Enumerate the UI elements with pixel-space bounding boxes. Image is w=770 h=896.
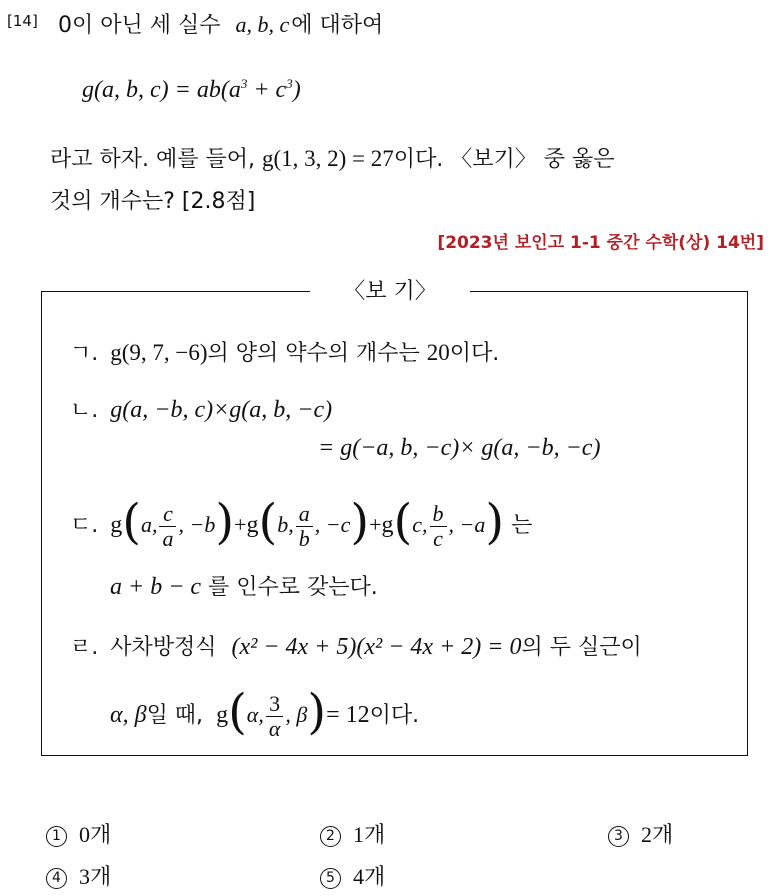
option-3[interactable] bbox=[608, 818, 673, 849]
option-1[interactable] bbox=[46, 818, 111, 849]
frac2-numerator: a bbox=[296, 502, 313, 527]
frac-numerator: 3 bbox=[266, 692, 284, 717]
item-1-math: g(9, 7, −6) bbox=[110, 340, 208, 365]
frac-denominator: α bbox=[268, 715, 281, 741]
item-3-args2-a: b, bbox=[277, 512, 294, 537]
circled-number: 5 bbox=[320, 868, 341, 889]
stem-line3-text-a: 라고 하자. 예를 들어, bbox=[50, 147, 255, 172]
formula-right: ) bbox=[292, 77, 301, 103]
bogi-item-4-line1 bbox=[70, 630, 642, 661]
frac1-denominator: a bbox=[162, 525, 174, 551]
left-paren: ( bbox=[122, 494, 141, 550]
fraction-c-over-a bbox=[159, 502, 176, 551]
frac2-denominator: b bbox=[298, 525, 310, 551]
item-3-args1-b: , −b bbox=[178, 512, 216, 537]
option-text: 3개 bbox=[79, 864, 112, 889]
bogi-item-4-line2 bbox=[110, 682, 419, 744]
item-1-end: 이다. bbox=[449, 341, 500, 366]
fraction-b-over-c bbox=[430, 502, 447, 551]
item-4-result: = 12 bbox=[326, 702, 370, 728]
fraction-3-over-alpha bbox=[266, 692, 284, 741]
item-4-arg-a: α, bbox=[246, 702, 264, 727]
right-paren: ) bbox=[485, 494, 505, 550]
frac3-denominator: c bbox=[433, 525, 443, 551]
item-1-value: 20 bbox=[426, 340, 450, 365]
option-4[interactable] bbox=[46, 860, 111, 891]
formula-left: g(a, b, c) = ab(a bbox=[82, 77, 241, 103]
circled-number: 2 bbox=[320, 826, 341, 847]
item-3-g1: g bbox=[110, 512, 123, 538]
item-3-args2-b: , −c bbox=[314, 512, 351, 537]
circled-number: 1 bbox=[46, 826, 67, 847]
bogi-item-3-line2 bbox=[110, 570, 378, 601]
roots-alpha-beta: α, β bbox=[110, 702, 147, 728]
question-stem-line4: 것의 개수는? [2.8점] bbox=[50, 189, 256, 214]
option-5[interactable] bbox=[320, 860, 385, 891]
item-4-g: g bbox=[216, 702, 229, 728]
item-4-arg-b: , β bbox=[285, 702, 308, 727]
plus-sign: + bbox=[234, 512, 247, 537]
item-4-text-c: 일 때, bbox=[146, 703, 204, 728]
option-text: 0개 bbox=[79, 822, 112, 847]
formula-exponent-2: 3 bbox=[286, 76, 293, 91]
item-3-tail: 는 bbox=[511, 513, 533, 538]
item-2-label: ㄴ. bbox=[70, 398, 99, 423]
question-stem-line3 bbox=[50, 142, 615, 173]
option-text: 2개 bbox=[641, 822, 674, 847]
formula-exponent-1: 3 bbox=[240, 76, 248, 91]
item-2-expression-1: g(a, −b, c)×g(a, b, −c) bbox=[110, 397, 333, 423]
option-2[interactable] bbox=[320, 818, 385, 849]
fraction-a-over-b bbox=[296, 502, 313, 551]
frac1-numerator: c bbox=[159, 502, 176, 527]
stem-variables: a, b, c bbox=[235, 12, 290, 37]
item-3-args3-a: c, bbox=[412, 512, 428, 537]
item-3-g3: g bbox=[381, 512, 394, 538]
stem-line3-text-b: 이다. 〈보기〉 중 옳은 bbox=[393, 147, 615, 172]
option-text: 1개 bbox=[353, 822, 386, 847]
item-4-text-b: 의 두 실근이 bbox=[521, 635, 642, 660]
left-paren: ( bbox=[258, 494, 278, 550]
right-paren: ) bbox=[215, 494, 235, 550]
item-3-text: 를 인수로 갖는다. bbox=[208, 575, 378, 600]
item-1-label: ㄱ. bbox=[70, 341, 99, 366]
bogi-item-2-line2: = g(−a, b, −c)× g(a, −b, −c) bbox=[318, 435, 601, 461]
option-text: 4개 bbox=[353, 864, 386, 889]
item-4-end: 이다. bbox=[369, 703, 420, 728]
item-1-text: 의 양의 약수의 개수는 bbox=[207, 341, 420, 366]
question-stem-line1 bbox=[58, 8, 383, 39]
bogi-item-2-line1 bbox=[70, 393, 332, 424]
item-3-args3-b: , −a bbox=[448, 512, 486, 537]
bogi-item-3-line1 bbox=[70, 492, 532, 554]
stem-text-b: 에 대하여 bbox=[291, 13, 384, 38]
right-paren: ) bbox=[307, 684, 327, 740]
example-expression: g(1, 3, 2) = 27 bbox=[261, 146, 394, 171]
item-4-label: ㄹ. bbox=[70, 635, 99, 660]
frac3-numerator: b bbox=[430, 502, 447, 527]
circled-number: 4 bbox=[46, 868, 67, 889]
right-paren: ) bbox=[350, 494, 370, 550]
item-3-expression: a + b − c bbox=[110, 574, 202, 600]
item-3-label: ㄷ. bbox=[70, 513, 99, 538]
bogi-title: 〈보 기〉 bbox=[310, 275, 470, 309]
source-tag: [2023년 보인고 1-1 중간 수학(상) 14번] bbox=[437, 233, 764, 253]
item-4-text-a: 사차방정식 bbox=[110, 635, 217, 660]
circled-number: 3 bbox=[608, 826, 629, 847]
question-number: [14] bbox=[7, 12, 38, 30]
bogi-item-1 bbox=[70, 336, 499, 367]
left-paren: ( bbox=[393, 494, 413, 550]
left-paren: ( bbox=[228, 684, 247, 740]
item-3-args1-a: a, bbox=[140, 512, 158, 537]
item-3-g2: g bbox=[246, 512, 259, 538]
function-definition bbox=[82, 76, 301, 104]
quartic-equation: (x² − 4x + 5)(x² − 4x + 2) = 0 bbox=[231, 634, 522, 660]
stem-text-a: 0이 아닌 세 실수 bbox=[58, 13, 221, 38]
plus-sign: + bbox=[369, 512, 382, 537]
formula-mid: + c bbox=[247, 77, 287, 103]
